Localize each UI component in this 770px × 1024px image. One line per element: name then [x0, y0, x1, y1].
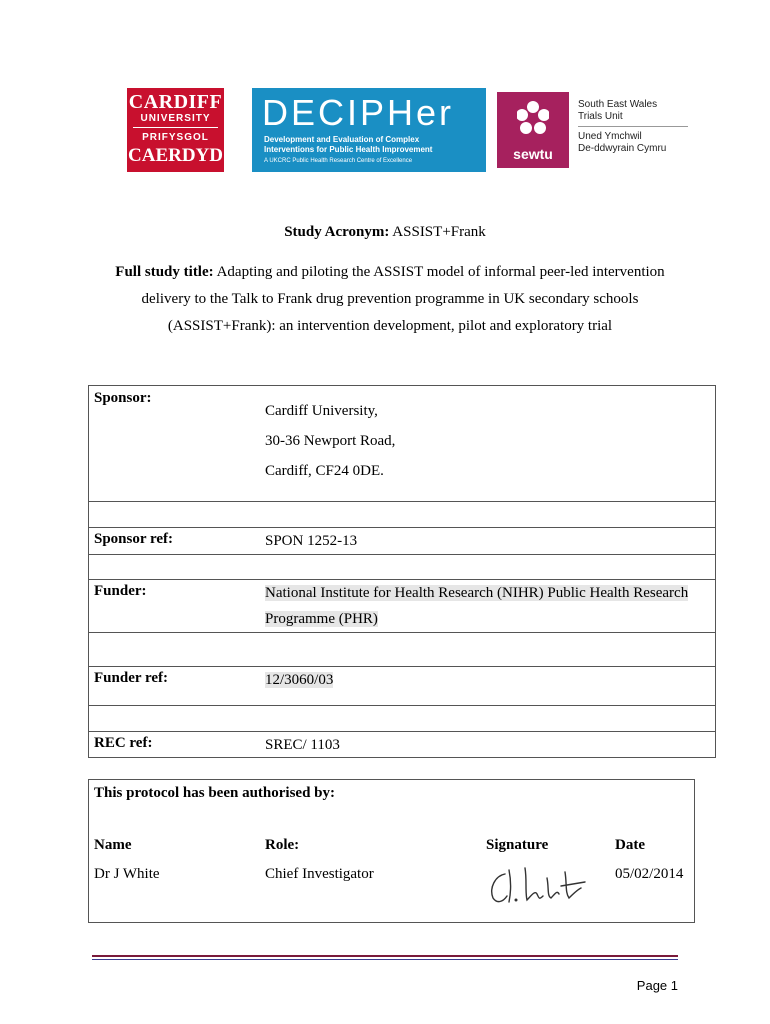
authoriser-name: Dr J White [94, 866, 160, 882]
cardiff-university-logo [127, 88, 224, 172]
sponsor-address [265, 396, 709, 486]
sponsor-ref-label: Sponsor ref: [94, 531, 174, 547]
header-role: Role: [265, 837, 300, 853]
funder-ref-label: Funder ref: [94, 670, 169, 686]
footer-rule [92, 955, 678, 957]
sponsor-ref-row [89, 528, 715, 555]
page-number: Page 1 [636, 978, 678, 993]
logo-text: CAERDYD [128, 145, 223, 166]
sewtu-cy-1: Uned Ymchwil [578, 131, 642, 142]
study-acronym-label: Study Acronym: [284, 224, 390, 240]
funder-ref-text: 12/3060/03 [265, 672, 334, 688]
decipher-tagline [264, 135, 432, 155]
decipher-logo [252, 88, 486, 172]
sponsor-row [89, 386, 715, 502]
header-name: Name [94, 837, 132, 853]
logo-text: UNIVERSITY [140, 113, 211, 124]
logo-text: PRIFYSGOL [142, 132, 209, 143]
funder-ref-row [89, 667, 715, 706]
authoriser-role: Chief Investigator [265, 866, 374, 882]
full-study-title-label: Full study title: [115, 264, 214, 280]
rec-ref-value: SREC/ 1103 [265, 737, 340, 753]
funder-value [265, 580, 709, 632]
flower-icon [517, 100, 549, 134]
logo-text: CARDIFF [128, 91, 223, 113]
decipher-tagline-2: Interventions for Public Health Improvement [264, 145, 433, 154]
sponsor-ref-value: SPON 1252-13 [265, 533, 358, 549]
authorisation-heading: This protocol has been authorised by: [94, 785, 336, 801]
sewtu-divider [578, 126, 688, 127]
header-date: Date [615, 837, 645, 853]
rec-ref-label: REC ref: [94, 735, 153, 751]
rec-ref-row [89, 732, 715, 757]
sponsor-label: Sponsor: [94, 390, 152, 406]
study-details-table [88, 385, 716, 758]
study-acronym [0, 224, 770, 241]
header-signature: Signature [486, 837, 549, 853]
decipher-name: DECIPHer [262, 92, 455, 133]
sewtu-label: sewtu [513, 146, 553, 162]
sewtu-cy-2: De-ddwyrain Cymru [578, 143, 667, 154]
sponsor-line: Cardiff, CF24 0DE. [265, 463, 384, 479]
study-acronym-value: ASSIST+Frank [392, 224, 486, 240]
spacer-row [89, 706, 715, 732]
sewtu-en-2: Trials Unit [578, 111, 623, 122]
spacer-row [89, 633, 715, 667]
signature-image [485, 860, 595, 910]
logo-divider [133, 127, 218, 128]
funder-text: National Institute for Health Research (NIHR) Public Health Research Programme (PHR) [265, 585, 689, 627]
full-study-title-value: Adapting and piloting the ASSIST model of informal peer-led intervention delivery to the Talk to Frank drug prevention programme in UK secondary schools (ASSIST+Frank): an intervention development, pilot and exploratory trial [141, 264, 665, 334]
sponsor-line: 30-36 Newport Road, [265, 433, 396, 449]
sewtu-logo [497, 92, 569, 168]
authorisation-date: 05/02/2014 [615, 866, 684, 882]
funder-row [89, 580, 715, 633]
spacer-row [89, 555, 715, 580]
funder-label: Funder: [94, 583, 147, 599]
authorisation-table [88, 779, 695, 923]
decipher-tagline-1: Development and Evaluation of Complex [264, 135, 420, 144]
sponsor-line: Cardiff University, [265, 403, 378, 419]
full-study-title [95, 259, 685, 340]
footer-rule [92, 959, 678, 960]
decipher-subtitle: A UKCRC Public Health Research Centre of Excellence [264, 158, 413, 164]
sewtu-names [578, 99, 688, 155]
sewtu-en-1: South East Wales [578, 99, 658, 110]
spacer-row [89, 502, 715, 528]
funder-ref-value [265, 667, 709, 693]
